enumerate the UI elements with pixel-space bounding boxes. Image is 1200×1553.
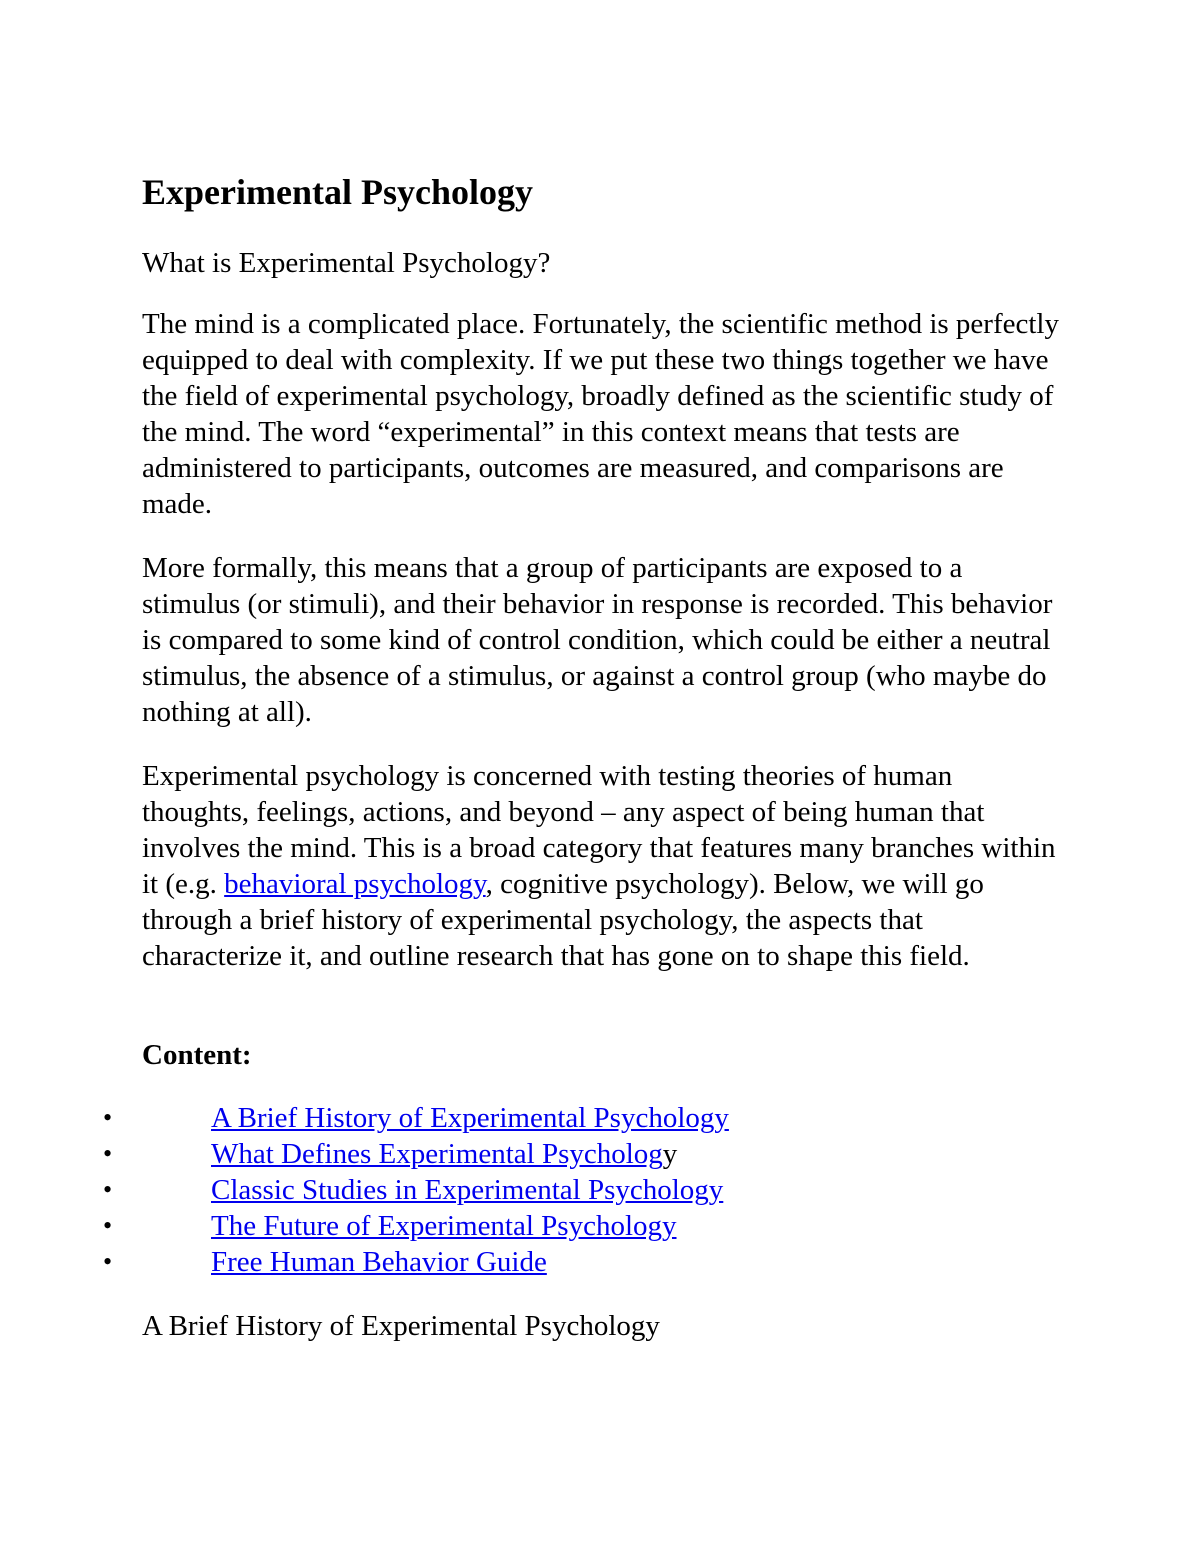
toc-link-tail: y — [662, 1138, 678, 1170]
paragraph-concerns — [142, 758, 1062, 974]
paragraph-intro: The mind is a complicated place. Fortunately, the scientific method is perfectly equipped to deal with complexity. If we put these two things together we have the field of experimental psychology, broadly defined as the scientific study of the mind. The word “experimental” in this context means that tests are administered to participants, outcomes are measured, and comparisons are made. — [142, 308, 1059, 520]
toc-item-what-defines — [0, 1136, 1200, 1172]
paragraph-concerns-text-before: Experimental psychology is concerned with testing theories of human thoughts, feelings, actions, and beyond – any aspect of being human that involves the mind. This is a broad category that features many branches within it (e.g. — [142, 760, 1056, 900]
bullet-icon: • — [103, 1247, 113, 1276]
toc-link-future[interactable]: The Future of Experimental Psychology — [211, 1210, 677, 1242]
toc-item-brief-history — [0, 1100, 1200, 1136]
toc-link-brief-history[interactable]: A Brief History of Experimental Psychology — [211, 1102, 729, 1134]
bullet-icon: • — [103, 1139, 113, 1168]
bullet-icon: • — [103, 1103, 113, 1132]
document-title: Experimental Psychology — [142, 172, 533, 212]
toc-link-what-defines[interactable]: What Defines Experimental Psycholog — [211, 1138, 663, 1170]
bullet-icon: • — [103, 1175, 113, 1204]
paragraph-concerns-text-after: , cognitive psychology). Below, we will go through a brief history of experimental psychology, the aspects that characterize it, and outline research that has gone on to shape this field. — [142, 868, 984, 972]
bullet-icon: • — [103, 1211, 113, 1240]
content-label: Content: — [142, 1039, 252, 1071]
paragraph-formal: More formally, this means that a group of participants are exposed to a stimulus (or stimuli), and their behavior in response is recorded. This behavior is compared to some kind of control condition, which could be either a neutral stimulus, the absence of a stimulus, or against a control group (who maybe do nothing at all). — [142, 552, 1053, 728]
table-of-contents — [0, 1100, 1200, 1280]
toc-link-classic-studies[interactable]: Classic Studies in Experimental Psychology — [211, 1174, 724, 1206]
section-heading: A Brief History of Experimental Psychology — [142, 1310, 660, 1342]
behavioral-psychology-link[interactable]: behavioral psychology — [224, 868, 486, 900]
toc-item-behavior-guide — [0, 1244, 1200, 1280]
toc-item-future — [0, 1208, 1200, 1244]
toc-link-behavior-guide[interactable]: Free Human Behavior Guide — [211, 1246, 547, 1278]
subheading: What is Experimental Psychology? — [142, 247, 551, 279]
toc-item-classic-studies — [0, 1172, 1200, 1208]
